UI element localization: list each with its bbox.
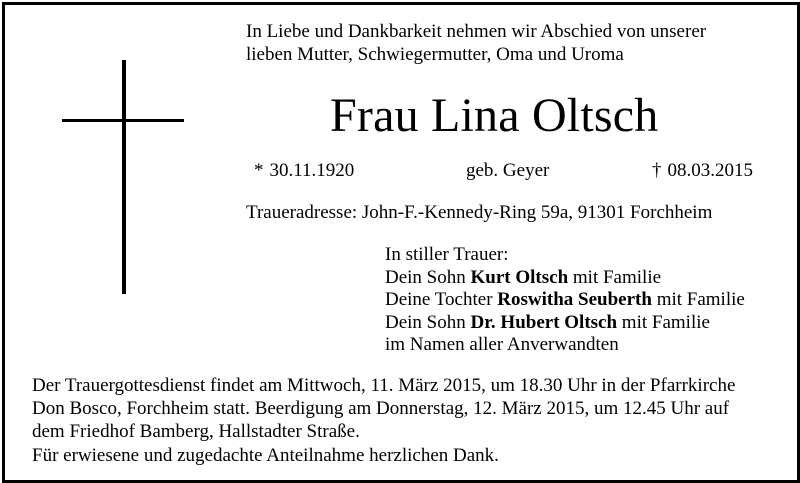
mourner-line (385, 312, 745, 335)
mourner-line (385, 289, 745, 312)
birth-date (254, 159, 354, 183)
mourning-address: Traueradresse: John-F.-Kennedy-Ring 59a, 91301 Forchheim (246, 202, 713, 223)
intro-line-2: lieben Mutter, Schwiegermutter, Oma und Uroma (246, 44, 624, 65)
deceased-name: Frau Lina Oltsch (330, 89, 659, 142)
death-dagger-icon: † (652, 160, 662, 181)
mourner-line (385, 267, 745, 290)
thanks-line: Für erwiesene und zugedachte Anteilnahme herzlichen Dank. (32, 444, 499, 466)
service-line-3: dem Friedhof Bamberg, Hallstadter Straße. (32, 421, 360, 443)
mourners-closing: im Namen aller Anverwandten (385, 334, 619, 356)
maiden-name: geb. Geyer (466, 160, 550, 181)
mourners-block (385, 244, 745, 357)
birth-date-value: 30.11.1920 (269, 160, 355, 181)
death-date-value: 08.03.2015 (667, 160, 753, 181)
death-date (652, 159, 753, 183)
cross-horizontal-bar (62, 119, 184, 122)
mourner-name: Kurt Oltsch (470, 266, 569, 288)
service-info (32, 374, 735, 467)
mourner-suffix: mit Familie (568, 266, 662, 288)
mourner-relation: Dein Sohn (385, 266, 471, 288)
mourners-heading: In stiller Trauer: (385, 244, 509, 265)
mourner-suffix: mit Familie (617, 311, 710, 333)
mourner-name: Dr. Hubert Oltsch (470, 311, 618, 333)
service-line-1: Der Trauergottesdienst findet am Mittwoch, 11. März 2015, um 18.30 Uhr in der Pfarrkirche (32, 375, 736, 396)
mourner-relation: Dein Sohn (385, 311, 471, 333)
birth-star-icon: * (254, 160, 264, 181)
intro-text (246, 20, 706, 66)
cross-vertical-bar (122, 60, 126, 294)
mourner-relation: Deine Tochter (385, 289, 498, 311)
service-line-2: Don Bosco, Forchheim statt. Beerdigung am Donnerstag, 12. März 2015, um 12.45 Uhr auf (32, 398, 730, 420)
mourner-name: Roswitha Seuberth (497, 289, 652, 311)
mourner-suffix: mit Familie (651, 289, 745, 311)
intro-line-1: In Liebe und Dankbarkeit nehmen wir Abschied von unserer (246, 21, 707, 42)
